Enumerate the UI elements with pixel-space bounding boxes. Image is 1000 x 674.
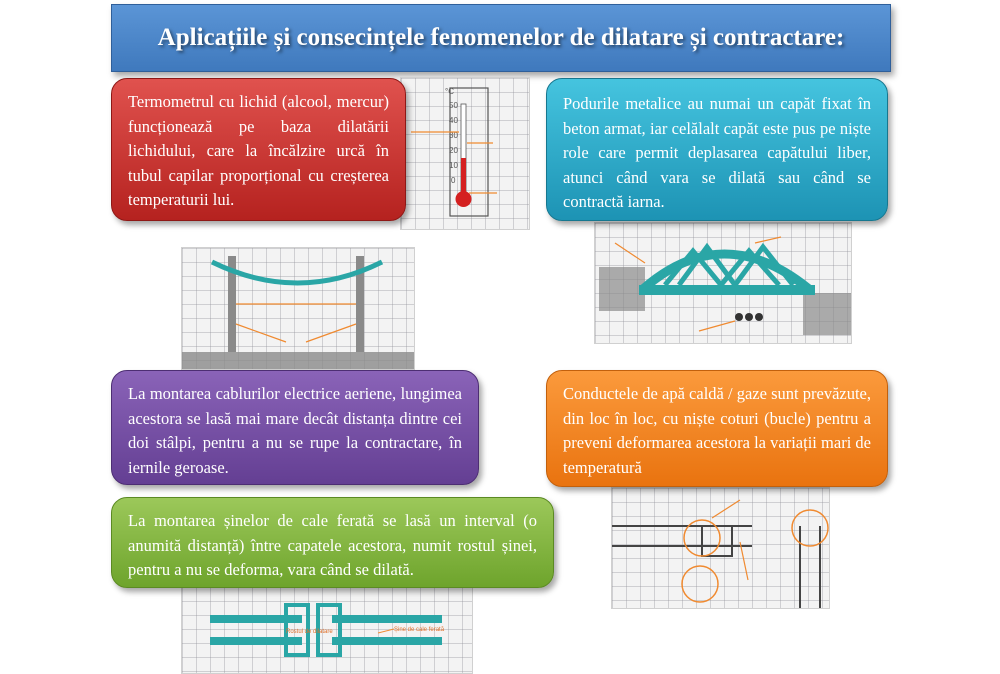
- pipe-drawing: [612, 488, 829, 608]
- rails-text: La montarea șinelor de cale ferată se lasă un interval (o anumită distanță) între capatele acestora, numit rostul șinei, pentru a nu se deforma, vara când se dilată.: [128, 511, 537, 579]
- rail-drawing: [182, 587, 472, 673]
- rail-gap-label: Rostul de dilatare: [286, 629, 333, 635]
- cable-drawing: [182, 248, 414, 369]
- thermo-scale-40: 40: [449, 116, 458, 125]
- bridges-box: [546, 78, 888, 221]
- rail-label: Șine de cale ferată: [394, 627, 445, 633]
- thermometer-image: [400, 77, 530, 230]
- thermo-unit: °C: [445, 87, 454, 96]
- bridge-drawing: [595, 223, 851, 343]
- thermo-scale-30: 30: [449, 131, 458, 140]
- pipes-text: Conductele de apă caldă / gaze sunt prevăzute, din loc în loc, cu niște coturi (bucle) pentru a preveni deformarea acestora la variații mari de temperatură: [563, 384, 871, 477]
- bridges-text: Podurile metalice au numai un capăt fixat în beton armat, iar celălalt capăt este pus pe niște role care permit deplasarea capătului liber, atunci când vara se dilată sau când se contractă iarna.: [563, 94, 871, 211]
- thermo-scale-0: 0: [451, 176, 456, 185]
- title-banner: [111, 4, 891, 72]
- thermo-scale-10: 10: [449, 161, 458, 170]
- pipe-image: [611, 487, 830, 609]
- cable-image: [181, 247, 415, 370]
- pipes-box: [546, 370, 888, 487]
- thermo-scale-20: 20: [449, 146, 458, 155]
- rails-box: [111, 497, 554, 588]
- page-title: Aplicațiile și consecințele fenomenelor de dilatare și contractare:: [157, 24, 845, 51]
- thermometer-text: Termometrul cu lichid (alcool, mercur) funcționează pe baza dilatării lichidului, care la încălzire urcă în tubul capilar proporțional cu creșterea temperaturii lui.: [128, 92, 389, 209]
- cables-box: [111, 370, 479, 485]
- thermometer-box: [111, 78, 406, 221]
- thermo-scale-50: 50: [449, 101, 458, 110]
- bridge-image: [594, 222, 852, 344]
- rail-image: [181, 586, 473, 674]
- thermometer-drawing: [401, 78, 529, 229]
- cables-text: La montarea cablurilor electrice aeriene, lungimea acestora se lasă mai mare decât distanța dintre cei doi stâlpi, pentru a nu se rupe la contractare, în iernile geroase.: [128, 384, 462, 477]
